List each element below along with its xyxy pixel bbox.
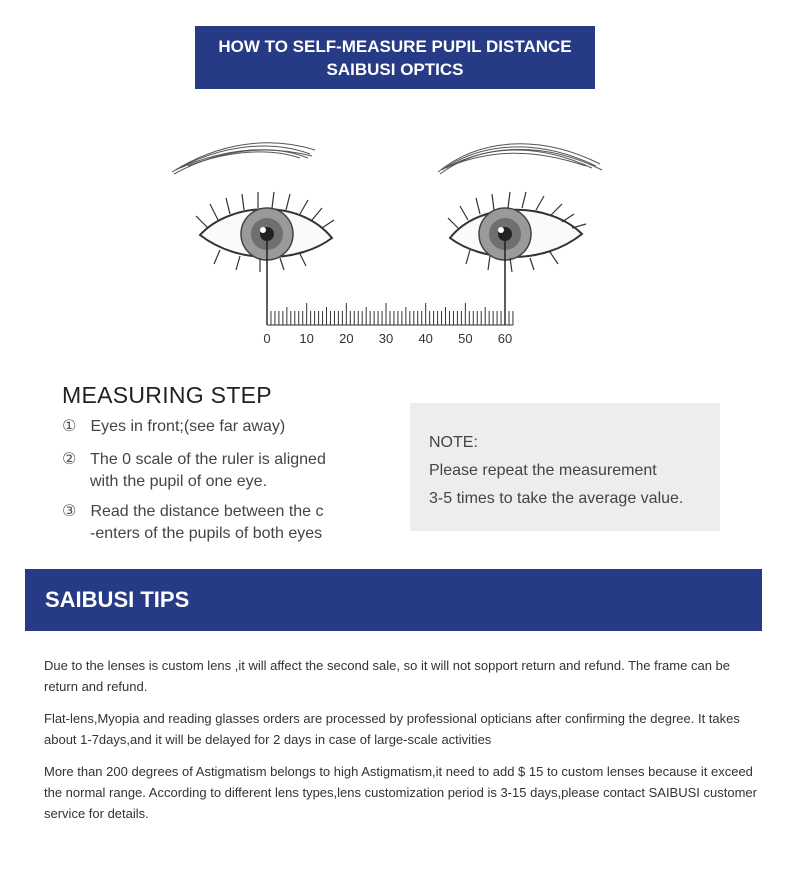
ruler-label: 50 — [458, 331, 473, 346]
right-eye-icon — [448, 192, 586, 272]
step-3 — [62, 501, 324, 545]
step-2-number: ② — [62, 451, 77, 468]
page-title — [195, 26, 595, 89]
step-1-text: Eyes in front;(see far away) — [90, 418, 286, 435]
note-label: NOTE: — [429, 434, 478, 451]
ruler-label: 30 — [378, 331, 394, 346]
note-box — [410, 403, 720, 531]
step-2 — [62, 449, 326, 493]
step-3-text: Read the distance between the c — [90, 503, 324, 520]
step-2-text: The 0 scale of the ruler is aligned — [90, 451, 326, 468]
step-1-number: ① — [62, 418, 77, 435]
tips-heading: SAIBUSI TIPS — [25, 569, 762, 631]
title-line-2: SAIBUSI OPTICS — [326, 59, 464, 79]
ruler-ticks — [267, 303, 513, 325]
tips-paragraph-1: Due to the lenses is custom lens ,it will affect the second sale, so it will not sopport return and refund. The frame can be return and refund. — [44, 658, 730, 694]
title-line-1: HOW TO SELF-MEASURE PUPIL DISTANCE — [218, 36, 572, 56]
step-1 — [62, 416, 285, 438]
measuring-step-heading: MEASURING STEP — [62, 382, 272, 408]
note-line-1: Please repeat the measurement — [429, 462, 657, 479]
step-2-text-cont: with the pupil of one eye. — [90, 473, 268, 490]
tips-paragraph-3: More than 200 degrees of Astigmatism belongs to high Astigmatism,it need to add $ 15 to custom lenses because it exceed the normal range. According to different lens types,lens customization period is 3-15 days,please contact SAIBUSI customer service for details. — [44, 764, 757, 821]
tips-paragraph-2: Flat-lens,Myopia and reading glasses orders are processed by professional opticians after confirming the degree. It takes about 1-7days,and it will be delayed for 2 days in case of large-scale activities — [44, 711, 740, 747]
ruler-label: 20 — [339, 331, 354, 346]
step-3-number: ③ — [62, 503, 77, 520]
ruler-label: 0 — [263, 331, 271, 346]
left-eyebrow-icon — [172, 143, 315, 174]
right-eyebrow-icon — [438, 144, 602, 174]
ruler-label: 10 — [299, 331, 314, 346]
ruler-labels — [263, 331, 512, 346]
note-line-2: 3-5 times to take the average value. — [429, 490, 684, 507]
ruler-label: 40 — [418, 331, 433, 346]
left-eye-icon — [196, 192, 334, 272]
step-3-text-cont: -enters of the pupils of both eyes — [90, 525, 323, 542]
eyes-ruler-illustration — [160, 120, 620, 355]
ruler-label: 60 — [497, 331, 513, 346]
